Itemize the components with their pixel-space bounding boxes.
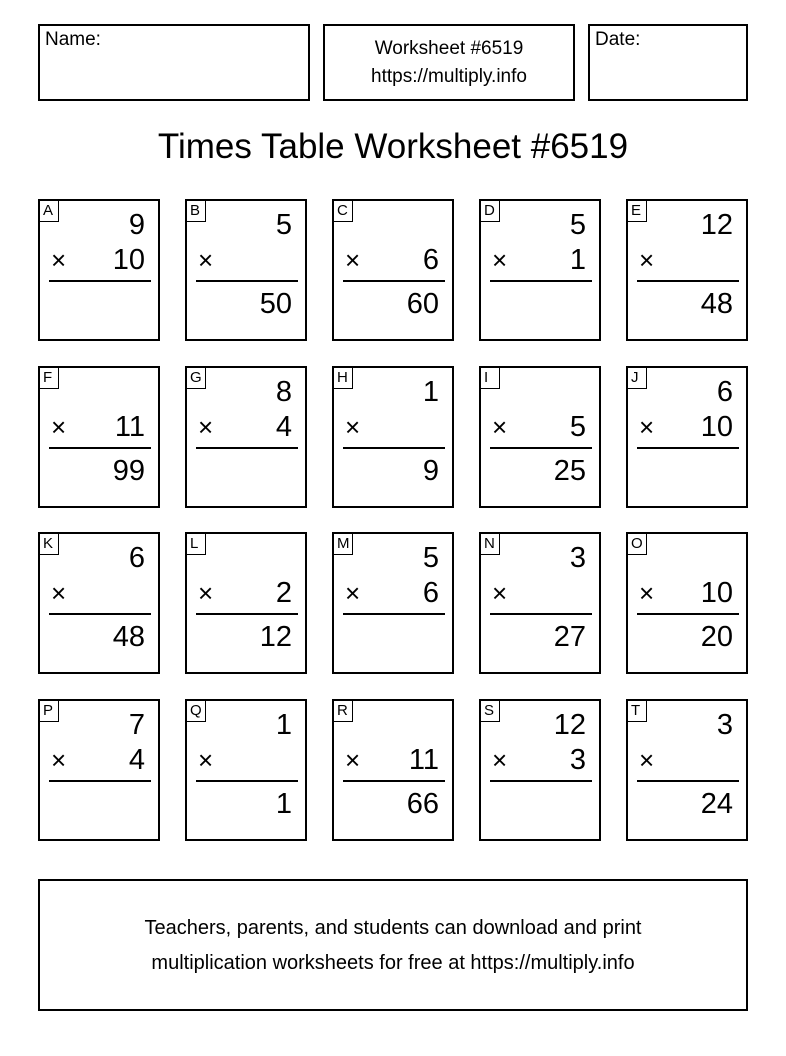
problem-letter: D (481, 201, 500, 222)
multiplier: 11 (114, 411, 145, 443)
multiplier: 6 (422, 577, 439, 609)
product: 48 (112, 621, 145, 653)
worksheet-url: https://multiply.info (371, 66, 527, 87)
times-symbol: × (198, 578, 214, 608)
answer-rule (343, 780, 445, 782)
page-title: Times Table Worksheet #6519 (157, 127, 629, 166)
problem-box[interactable] (479, 199, 601, 341)
product: 1 (275, 788, 292, 820)
answer-rule (343, 280, 445, 282)
answer-rule (490, 613, 592, 615)
footer-line-1: Teachers, parents, and students can download and print (144, 917, 642, 939)
product: 48 (700, 288, 733, 320)
product: 12 (259, 621, 292, 653)
product: 60 (406, 288, 439, 320)
multiplier: 10 (112, 244, 145, 276)
footer-note (38, 879, 748, 1011)
multiplicand: 1 (275, 709, 292, 741)
name-label: Name: (45, 29, 101, 50)
problem-box[interactable] (332, 532, 454, 674)
multiplier: 5 (569, 411, 586, 443)
multiplicand: 8 (275, 376, 292, 408)
problem-box[interactable] (38, 699, 160, 841)
answer-rule (196, 280, 298, 282)
multiplier: 11 (408, 744, 439, 776)
times-symbol: × (51, 412, 67, 442)
footer-line-2: multiplication worksheets for free at https://multiply.info (151, 952, 635, 974)
answer-rule (49, 280, 151, 282)
problem-letter: Q (187, 701, 206, 722)
times-symbol: × (345, 245, 361, 275)
problem-box[interactable] (38, 366, 160, 508)
answer-rule (490, 280, 592, 282)
problem-letter: M (334, 534, 353, 555)
answer-rule (343, 447, 445, 449)
problem-box[interactable] (626, 532, 748, 674)
answer-rule (196, 613, 298, 615)
times-symbol: × (639, 245, 655, 275)
problem-letter: E (628, 201, 647, 222)
times-symbol: × (639, 578, 655, 608)
problem-box[interactable] (38, 199, 160, 341)
problem-letter: F (40, 368, 59, 389)
times-symbol: × (51, 245, 67, 275)
times-symbol: × (492, 245, 508, 275)
answer-rule (196, 780, 298, 782)
problem-box[interactable] (332, 199, 454, 341)
problem-letter: G (187, 368, 206, 389)
multiplicand: 6 (716, 376, 733, 408)
multiplier: 2 (275, 577, 292, 609)
problem-box[interactable] (185, 532, 307, 674)
problem-letter: L (187, 534, 206, 555)
times-symbol: × (51, 745, 67, 775)
times-symbol: × (198, 745, 214, 775)
problem-letter: H (334, 368, 353, 389)
problem-letter: P (40, 701, 59, 722)
times-symbol: × (345, 578, 361, 608)
problem-letter: O (628, 534, 647, 555)
product: 9 (422, 455, 439, 487)
problem-box[interactable] (626, 199, 748, 341)
times-symbol: × (51, 578, 67, 608)
times-symbol: × (492, 412, 508, 442)
problem-letter: C (334, 201, 353, 222)
problem-box[interactable] (185, 699, 307, 841)
answer-rule (343, 613, 445, 615)
multiplicand: 12 (700, 209, 733, 241)
times-symbol: × (492, 745, 508, 775)
answer-rule (490, 780, 592, 782)
problem-box[interactable] (332, 699, 454, 841)
problem-box[interactable] (479, 699, 601, 841)
multiplicand: 5 (275, 209, 292, 241)
product: 25 (553, 455, 586, 487)
product: 66 (406, 788, 439, 820)
multiplicand: 12 (553, 709, 586, 741)
problem-letter: J (628, 368, 647, 389)
problem-box[interactable] (626, 699, 748, 841)
worksheet-number: Worksheet #6519 (374, 38, 524, 59)
times-symbol: × (639, 745, 655, 775)
answer-rule (49, 613, 151, 615)
product: 27 (553, 621, 586, 653)
answer-rule (49, 447, 151, 449)
multiplicand: 6 (128, 542, 145, 574)
times-symbol: × (492, 578, 508, 608)
multiplicand: 7 (128, 709, 145, 741)
multiplier: 10 (700, 577, 733, 609)
multiplicand: 3 (716, 709, 733, 741)
problem-letter: I (481, 368, 500, 389)
problem-letter: T (628, 701, 647, 722)
answer-rule (637, 447, 739, 449)
multiplier: 6 (422, 244, 439, 276)
product: 99 (112, 455, 145, 487)
multiplicand: 9 (128, 209, 145, 241)
problem-letter: N (481, 534, 500, 555)
times-symbol: × (198, 412, 214, 442)
problem-letter: K (40, 534, 59, 555)
multiplier: 10 (700, 411, 733, 443)
product: 24 (700, 788, 733, 820)
problem-letter: B (187, 201, 206, 222)
problem-box[interactable] (332, 366, 454, 508)
answer-rule (637, 613, 739, 615)
product: 50 (259, 288, 292, 320)
problem-box[interactable] (479, 366, 601, 508)
multiplier: 3 (569, 744, 586, 776)
multiplier: 1 (569, 244, 586, 276)
problem-box[interactable] (185, 366, 307, 508)
answer-rule (196, 447, 298, 449)
multiplicand: 5 (569, 209, 586, 241)
problem-box[interactable] (185, 199, 307, 341)
problem-letter: S (481, 701, 500, 722)
problem-letter: A (40, 201, 59, 222)
problem-box[interactable] (38, 532, 160, 674)
answer-rule (637, 780, 739, 782)
times-symbol: × (345, 412, 361, 442)
multiplicand: 3 (569, 542, 586, 574)
multiplicand: 5 (422, 542, 439, 574)
times-symbol: × (345, 745, 361, 775)
times-symbol: × (198, 245, 214, 275)
problem-letter: R (334, 701, 353, 722)
times-symbol: × (639, 412, 655, 442)
multiplier: 4 (275, 411, 292, 443)
multiplicand: 1 (422, 376, 439, 408)
answer-rule (637, 280, 739, 282)
product: 20 (700, 621, 733, 653)
multiplier: 4 (128, 744, 145, 776)
answer-rule (49, 780, 151, 782)
answer-rule (490, 447, 592, 449)
problem-box[interactable] (626, 366, 748, 508)
date-label: Date: (595, 29, 641, 50)
problem-box[interactable] (479, 532, 601, 674)
